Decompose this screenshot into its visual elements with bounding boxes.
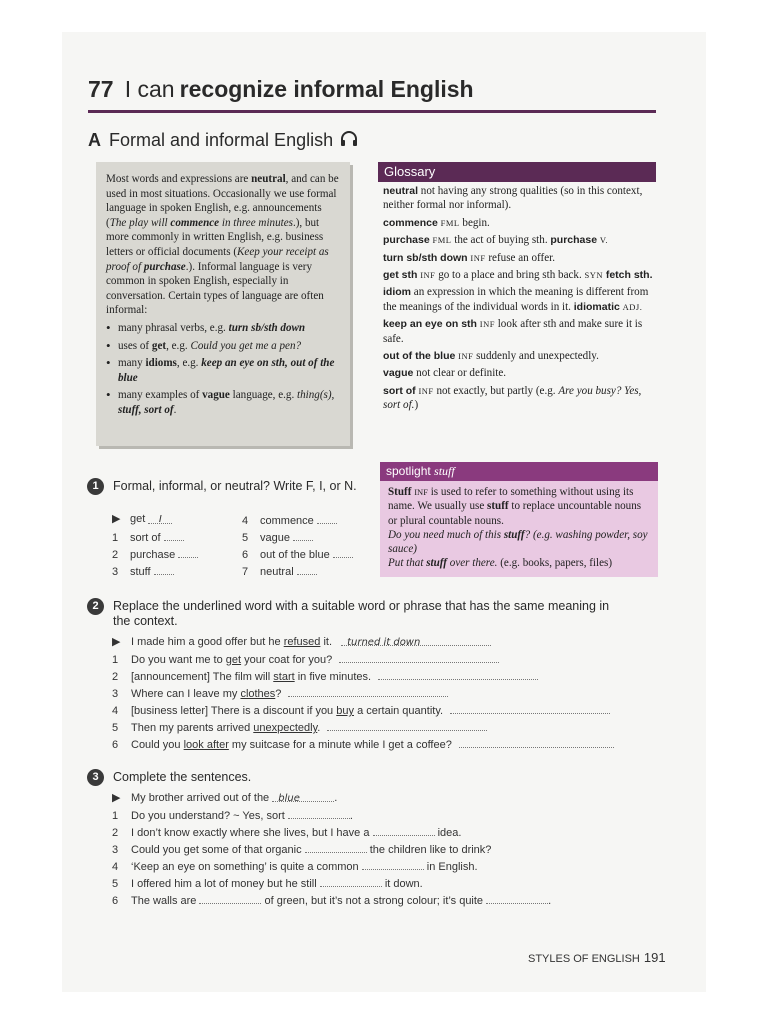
answer-field[interactable]	[293, 529, 313, 541]
exercise-number: 3	[87, 769, 104, 786]
spotlight-text: Stuff INF is used to refer to something without using its name. We usually use stuff to replace uncountable nouns or plural countable nouns.	[388, 486, 642, 527]
play-icon: ▶	[112, 636, 121, 648]
unit-title	[88, 76, 658, 112]
glossary-heading: Glossary	[378, 162, 656, 182]
glossary-entry: get sth INF go to a place and bring sth back. SYN fetch sth.	[383, 269, 653, 282]
title-prefix: I can	[124, 76, 175, 102]
page-footer	[528, 950, 666, 965]
list-item: 4 commence	[242, 512, 337, 527]
answer-field[interactable]	[327, 719, 487, 731]
answer-field[interactable]	[320, 875, 382, 887]
section-letter: A	[88, 130, 101, 150]
title-divider	[88, 110, 656, 113]
answer-field[interactable]	[164, 529, 184, 541]
answer-field[interactable]	[373, 824, 435, 836]
title-main: recognize informal English	[179, 76, 474, 102]
exercise-number: 1	[87, 478, 104, 495]
answer-field[interactable]: I	[148, 512, 172, 524]
answer-field[interactable]	[486, 892, 548, 904]
answer-field[interactable]: blue	[272, 790, 334, 802]
list-item: 4 [business letter] There is a discount if you buy a certain quantity.	[112, 702, 610, 718]
answer-field[interactable]	[339, 651, 499, 663]
list-item: • many phrasal verbs, e.g. turn sb/sth down	[106, 321, 342, 336]
exercise-number: 2	[87, 598, 104, 615]
spotlight-example: Put that stuff over there. (e.g. books, papers, files)	[388, 557, 613, 570]
play-icon: ▶	[112, 792, 121, 804]
glossary-entry: neutral not having any strong qualities (so in this context, neither formal nor informal).	[383, 185, 643, 212]
list-item: ▶ I made him a good offer but he refused it. turned it down	[112, 634, 491, 650]
exercise-instruction: Replace the underlined word with a suitable word or phrase that has the same meaning in the context.	[113, 599, 610, 628]
intro-text-box	[96, 162, 350, 446]
intro-paragraph: Most words and expressions are neutral, and can be used in most situations. Occasionally we use formal language in spoken English, e.g. announcements (The play will commence in three minutes.), but more commonly in written English, e.g. business letters or official documents (Keep your receipt as proof of purchase.). Informal language is very common in spoken English, especially in conversation. Certain types of language are often informal:	[106, 173, 339, 317]
list-item: 5 I offered him a lot of money but he still it down.	[112, 875, 423, 891]
list-item: 6 out of the blue	[242, 546, 353, 561]
list-item: • many idioms, e.g. keep an eye on sth, out of the blue	[106, 356, 342, 385]
spotlight-heading: spotlight stuff	[380, 462, 658, 481]
glossary-entry: out of the blue INF suddenly and unexpectedly.	[383, 350, 599, 363]
glossary-entry: turn sb/sth down INF refuse an offer.	[383, 251, 555, 264]
glossary-entry: sort of INF not exactly, but partly (e.g. Are you busy? Yes, sort of.)	[383, 384, 642, 412]
list-item: 2 I don’t know exactly where she lives, but I have a idea.	[112, 824, 461, 840]
answer-field[interactable]	[305, 841, 367, 853]
list-item: 3 stuff	[112, 563, 174, 578]
unit-number: 77	[88, 76, 114, 102]
list-item: 6 Could you look after my suitcase for a minute while I get a coffee?	[112, 736, 614, 752]
list-item: ▶ get I	[112, 512, 172, 527]
answer-field[interactable]	[333, 546, 353, 558]
list-item: ▶ My brother arrived out of the blue .	[112, 792, 338, 804]
play-icon: ▶	[112, 513, 121, 525]
glossary-entry: purchase FML the act of buying sth. purchase V.	[383, 234, 609, 247]
glossary-entry: commence FML begin.	[383, 216, 490, 229]
page-number: 191	[643, 950, 666, 965]
list-item: • uses of get, e.g. Could you get me a pen?	[106, 339, 342, 354]
glossary-entry: keep an eye on sth INF look after sth and make sure it is safe.	[383, 318, 643, 345]
list-item: • many examples of vague language, e.g. thing(s), stuff, sort of.	[106, 388, 342, 417]
list-item: 5 Then my parents arrived unexpectedly.	[112, 719, 487, 735]
glossary-list	[383, 184, 659, 416]
answer-field[interactable]: turned it down	[341, 634, 491, 646]
list-item: 1 Do you understand? ~ Yes, sort .	[112, 807, 353, 823]
list-item: 4 ‘Keep an eye on something’ is quite a common in English.	[112, 858, 478, 874]
exercise-instruction: Formal, informal, or neutral? Write F, I, or N.	[113, 479, 357, 493]
section-title: Formal and informal English	[109, 130, 334, 150]
answer-field[interactable]	[297, 563, 317, 575]
glossary-entry: idiom an expression in which the meaning is different from the meanings of the individual words in it. idiomatic ADJ.	[383, 286, 649, 313]
list-item: 3 Where can I leave my clothes?	[112, 685, 448, 701]
spotlight-box	[380, 481, 658, 577]
answer-field[interactable]	[288, 807, 350, 819]
list-item: 3 Could you get some of that organic the children like to drink?	[112, 841, 491, 857]
list-item: 5 vague	[242, 529, 313, 544]
headphones-icon[interactable]	[340, 131, 358, 152]
list-item: 7 neutral	[242, 563, 317, 578]
exercise-instruction: Complete the sentences.	[113, 770, 252, 784]
answer-field[interactable]	[362, 858, 424, 870]
glossary-entry: vague not clear or definite.	[383, 367, 507, 380]
answer-field[interactable]	[317, 512, 337, 524]
intro-bullets	[106, 321, 342, 418]
list-item: 1 sort of	[112, 529, 184, 544]
list-item: 1 Do you want me to get your coat for you?	[112, 651, 499, 667]
spotlight-example: Do you need much of this stuff? (e.g. washing powder, soy sauce)	[388, 528, 648, 556]
answer-field[interactable]	[288, 685, 448, 697]
section-a-heading	[88, 130, 358, 152]
answer-field[interactable]	[450, 702, 610, 714]
answer-field[interactable]	[178, 546, 198, 558]
answer-field[interactable]	[378, 668, 538, 680]
footer-section: STYLES OF ENGLISH	[528, 953, 640, 965]
list-item: 2 purchase	[112, 546, 198, 561]
list-item: 6 The walls are of green, but it’s not a strong colour; it’s quite .	[112, 892, 551, 908]
answer-field[interactable]	[154, 563, 174, 575]
list-item: 2 [announcement] The film will start in five minutes.	[112, 668, 538, 684]
answer-field[interactable]	[459, 736, 614, 748]
answer-field[interactable]	[199, 892, 261, 904]
